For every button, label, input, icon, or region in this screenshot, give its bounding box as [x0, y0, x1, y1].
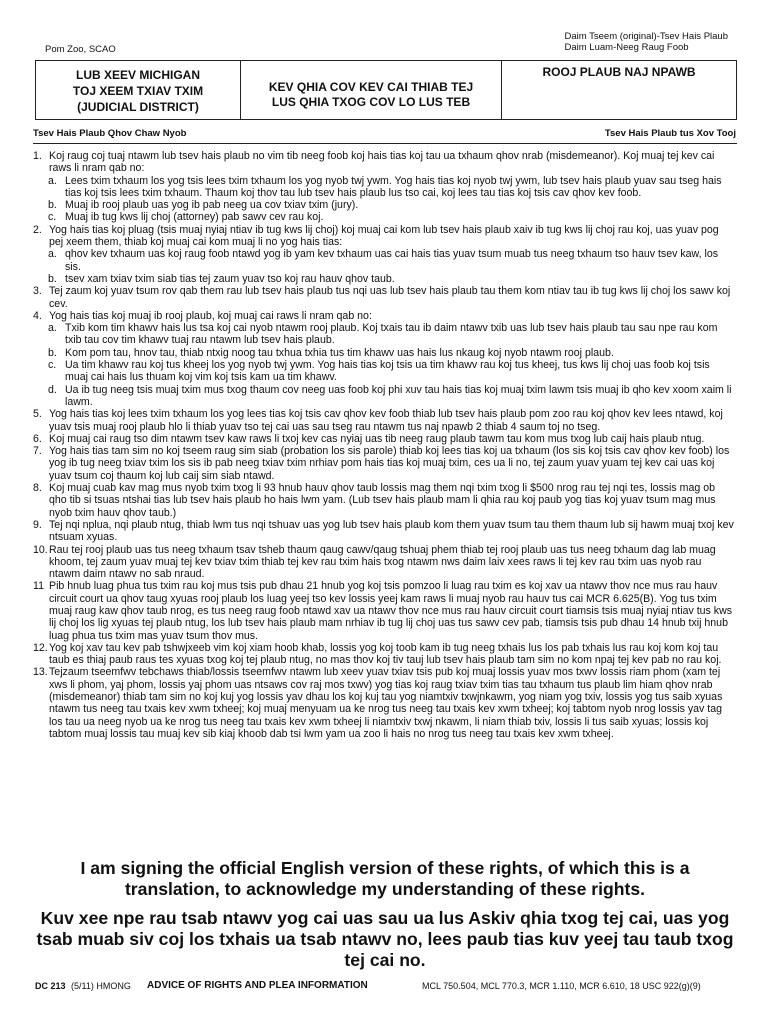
rights-list: [33, 150, 735, 740]
subitem-text: Muaj ib tug kws lij choj (attorney) pab sawv cev rau koj.: [65, 211, 324, 224]
court-phone-label: Tsev Hais Plaub tus Xov Tooj: [604, 128, 736, 139]
rights-subitem: [33, 248, 735, 273]
rights-subitem: [33, 359, 735, 384]
court-state: LUB XEEV MICHIGAN: [75, 68, 200, 82]
rights-subitem: [33, 175, 735, 200]
subitem-text: qhov kev txhaum uas koj raug foob ntawd yog ib yam kev txhaum uas cai hais tias yuav tsum muab tus neeg txhaum tso hauv tsev kaw, los sis.: [65, 248, 719, 273]
court-district: (JUDICIAL DISTRICT): [77, 100, 199, 114]
item-number: 8.: [33, 482, 42, 495]
item-number: 13.: [33, 666, 48, 679]
copy-original: Daim Tseem (original)-Tsev Hais Plaub: [564, 31, 728, 42]
item-number: 4.: [33, 309, 42, 322]
form-title-box: [240, 60, 502, 120]
rights-item: [33, 482, 735, 519]
rights-subitem: [33, 273, 735, 285]
item-text: Rau tej rooj plaub uas tus neeg txhaum tsav tsheb thaum qaug cawv/qaug tshuaj phem thiab tej rooj plaub uas tus neeg txhaum dag lab muag khoom, tej zaum yuav muaj tej kev txiav txim thiab tej kev rau txim hais txog ntawm nws daim laiv xees raws li tej kev rau txim uas nyob rau ntawm daim ntawv no sab nraud.: [49, 543, 716, 581]
item-number: 3.: [33, 285, 42, 298]
item-number: 10.: [33, 543, 48, 556]
subitem-text: tsev xam txiav txim siab tias tej zaum yuav tso koj rau hauv qhov taub.: [65, 272, 395, 285]
rights-subitem: [33, 347, 735, 359]
subitem-letter: a.: [48, 248, 57, 261]
subitem-letter: d.: [48, 383, 57, 396]
case-number-box[interactable]: [501, 60, 737, 120]
form-number: DC 213: [35, 981, 66, 991]
subitem-text: Lees txim txhaum los yog tsis lees txim txhaum los yog nyob twj ywm. Yog hais tias koj nyob twj ywm, lub tsev hais plaub yuav sau tseg hais tias koj tsis lees txim txhaum. Thaum koj thov tau lub tsev hais plaub lus tso cai, koj lees tau tias koj tsis cav qhov kev foob.: [65, 174, 722, 199]
subitem-text: Muaj ib rooj plaub uas yog ib pab neeg ua cov txiav txim (jury).: [65, 199, 359, 212]
item-number: 6.: [33, 432, 42, 445]
subitem-text: Kom pom tau, hnov tau, thiab ntxig noog tau txhua txhia tus tim khawv uas hais lus nkaug koj nyob ntawm rooj plaub.: [65, 346, 614, 359]
item-number: 12.: [33, 641, 48, 654]
subitem-letter: b.: [48, 199, 57, 212]
court-name: TOJ XEEM TXIAV TXIM: [72, 84, 204, 98]
item-text: Pib hnub luag phua tus txim rau koj mus tsis pub dhau 21 hnub yog koj tsis pomzoo li luag rau txim es koj xav ua ntawv thov nce mus rau hauv circuit court ua qhov taug xyuas rooj plaub los luag yeej tso kev lossis yeej kam raws li muaj nyob rau hauv tus cai MCR 6.625(B). Yog tus txim muaj raug kaw qhov taub nrog, es tus neeg raug foob ntawd xav ua ntawv thov nce mus rau hauv circuit court tiamsis tsis muaj nyiaj ntiav tus kws lij choj los lig xyuas tej plaub ntug, los lub tsev hais plaub mam nrhiav ib tug lij choj uas tus sawv cev pab, tiamsis tsis pub dhau 14 hnub txij hnub luag phua tus txim mas yuav tsum thov mus.: [49, 580, 733, 642]
item-text: Koj raug coj tuaj ntawm lub tsev hais plaub no vim tib neeg foob koj hais tias koj tau ua txhaum qhov nrab (misdemeanor). Koj muaj tej kev cai raws li nram qab no:: [49, 150, 715, 175]
legal-citations: MCL 750.504, MCL 770.3, MCR 1.110, MCR 6.610, 18 USC 922(g)(9): [422, 981, 701, 991]
subitem-letter: c.: [48, 359, 57, 372]
item-text: Yog hais tias koj muaj ib rooj plaub, koj muaj cai raws li nram qab no:: [49, 309, 372, 322]
rights-item: [33, 408, 735, 433]
signing-statement-hmong: Kuv xee npe rau tsab ntawv yog cai uas sau ua lus Askiv qhia txog tej cai, uas yog tsab muab siv coj los txhais ua tsab ntawv no, lees paub tias kuv yeej tau taub txog tej cai no.: [36, 908, 734, 970]
subitem-letter: a.: [48, 174, 57, 187]
item-text: Yog koj xav tau kev pab tshwjxeeb vim koj xiam hoob khab, lossis yog koj toob kam ib tug neeg txhais lus los pab txhais lus rau koj kom koj tau taub es thiaj paub raus tes xyuas txog koj tej plaub ntug, no mas thov koj tiv tauj lub tsev hais plaub tam sim no kom npaj tej kev pab no rau koj.: [49, 641, 722, 667]
rights-item: [33, 224, 735, 249]
item-number: 11: [33, 580, 44, 593]
item-text: Tej zaum koj yuav tsum rov qab them rau lub tsev hais plaub tus nqi uas lub tsev hais plaub tau them kom ntiav tau ib tug kws lij choj los sawv koj cev.: [49, 285, 731, 310]
rights-subitem: [33, 322, 735, 347]
item-number: 9.: [33, 518, 42, 531]
rights-item: [33, 285, 735, 310]
case-number-label: ROOJ PLAUB NAJ NPAWB: [542, 65, 696, 79]
approval-note: Pom Zoo, SCAO: [45, 44, 116, 55]
form-title-line2: LUS QHIA TXOG COV LO LUS TEB: [271, 95, 471, 109]
form-version: (5/11) HMONG: [71, 981, 131, 991]
item-text: Yog hais tias koj lees txim txhaum los yog lees tias koj tsis cav qhov kev foob thiab lub tsev hais plaub pom zoo rau koj qhov kev lees ntawd, koj yuav tsis muaj rooj plaub hlo li thiab yuav tso tej cai uas sau tseg rau ntawm tus naj npawb 2 thiab 4 saum toj no tseg.: [49, 408, 723, 433]
rights-item: [33, 580, 735, 641]
rights-item: [33, 310, 735, 322]
rights-item: [33, 544, 735, 581]
form-title-line1: KEV QHIA COV KEV CAI THIAB TEJ: [268, 80, 474, 94]
item-text: Koj muaj cai raug tso dim ntawm tsev kaw raws li txoj kev cas nyiaj uas tib neeg raug plaub tawm tau kom mus txog lub caij hais plaub ntug.: [49, 432, 705, 445]
item-text: Yog hais tias koj pluag (tsis muaj nyiaj ntiav ib tug kws lij choj) koj muaj cai kom lub tsev hais plaub xaiv ib tug kws lij choj rau koj, uas yuav pog pej xeem them, thiab koj muaj cai kom muaj li no yog hais tias:: [49, 223, 719, 249]
subitem-letter: b.: [48, 272, 57, 285]
item-number: 5.: [33, 408, 42, 421]
subitem-letter: c.: [48, 211, 57, 224]
item-text: Yog hais tias tam sim no koj tseem raug sim siab (probation los sis parole) thiab koj lees tias koj ua txhaum (los sis koj tsis cav qhov kev foob) los yog ib tug neeg txiav txim los sis ib pab neeg txiav txim nrhiav pom hais tias koj muaj txim, ces ua li no, tej zaum yuav yuam tej kev cai uas koj yuav tsum coj thaum koj lub caij sim siab ntawd.: [49, 445, 730, 482]
rights-subitem: [33, 384, 735, 409]
copy-defendant: Daim Luam-Neeg Raug Foob: [564, 42, 689, 53]
rights-item: [33, 666, 735, 740]
signing-statement-english: I am signing the official English version of these rights, of which this is a translation, to acknowledge my understanding of these rights.: [80, 858, 690, 899]
item-text: Tej nqi nplua, nqi plaub ntug, thiab lwm tus nqi tshuav uas yog lub tsev hais plaub kom them yuav tsum tau them thaum lub sij hawm muaj txoj kev ntsuam xyuas.: [49, 518, 734, 544]
rights-item: [33, 519, 735, 544]
rights-subitem: [33, 199, 735, 211]
subitem-letter: a.: [48, 322, 57, 335]
rights-item: [33, 150, 735, 175]
item-number: 7.: [33, 445, 42, 458]
form-footer-title: ADVICE OF RIGHTS AND PLEA INFORMATION: [147, 980, 368, 991]
item-text: Koj muaj cuab kav mag mus nyob txim txog li 93 hnub hauv qhov taub lossis mag them nqi txim txog li $500 nrog rau tej nqi tes, lossis mag ob qho tib si tsuas ntshai tias lub tsev hais plaub ho hais lwm yam. (Lub tsev hais plaub mam li qhia rau koj paub yog tias koj yuav tsum mag mus nyob txim hauv qhov taub.): [49, 482, 716, 519]
court-box: [35, 60, 241, 120]
rights-item: [33, 445, 735, 482]
subitem-text: Ua tim khawv rau koj tus kheej los yog nyob twj ywm. Yog hais tias koj tsis ua tim khawv rau koj tus kheej, tus kws lij choj uas foob koj tsis muaj cai hais lus thuam koj vim koj tsis kam ua tim khawv.: [65, 359, 710, 384]
copy-distribution: [565, 31, 729, 53]
rights-item: [33, 642, 735, 667]
item-text: Tejzaum tseemfwv tebchaws thiab/lossis tseemfwv ntawm lub xeev yuav txiav tsis pub koj muaj lossis yuav mos txwv lossis riam phom (xam tej xws li phom, yaj phom, lossis yaj phom uas ntsaws cov raj mos txwv) yog tias koj raug txiav txim tias tau txhaum tus plaub lim hiam qhov nrab (misdemeanor) thiab tam sim no koj kuj yog lossis yav dhau los koj kuj tau yog niamtxiv txwjnkawm, yog niam yog txiv, lossis yog tus saib xyuas ntawm tus neeg tau txais kev xwm txheej; koj muaj menyuam ua ke nrog tus neeg tau txais kev xwm txheej; koj tabtom nyob nrog lossis yav tag los tau ua neeg nyob ua ke nrog tus neeg tau txais kev xwm txheej li niamtxiv txwj nkawm, li niam thiab txiv, lossis li tus saib xyuas; lossis koj tabtom muaj lossis tau muaj kev sib kiaj khoob dab tsi lwm yam ua zoo li hais no nrog tus neeg tau txais kev xwm txheej.: [49, 666, 723, 740]
rights-subitem: [33, 211, 735, 223]
item-number: 2.: [33, 223, 42, 236]
header-divider: [33, 143, 737, 144]
subitem-text: Txib kom tim khawv hais lus tsa koj cai nyob ntawm rooj plaub. Koj txais tau ib daim ntawv txib uas lub tsev hais plaub tau sau npe rau kom txib tau cov tim khawv tuaj rau ntawm lub tsev hais plaub.: [65, 322, 718, 347]
rights-item: [33, 433, 735, 445]
subitem-text: Ua ib tug neeg tsis muaj txim mus txog thaum cov neeg uas foob koj phi xuv tau hais tias koj muaj txim lawm tsis muaj ib qho kev xoom xaim li lawm.: [65, 383, 732, 408]
item-number: 1.: [33, 150, 42, 162]
court-address-label: Tsev Hais Plaub Qhov Chaw Nyob: [33, 128, 187, 139]
subitem-letter: b.: [48, 346, 57, 359]
